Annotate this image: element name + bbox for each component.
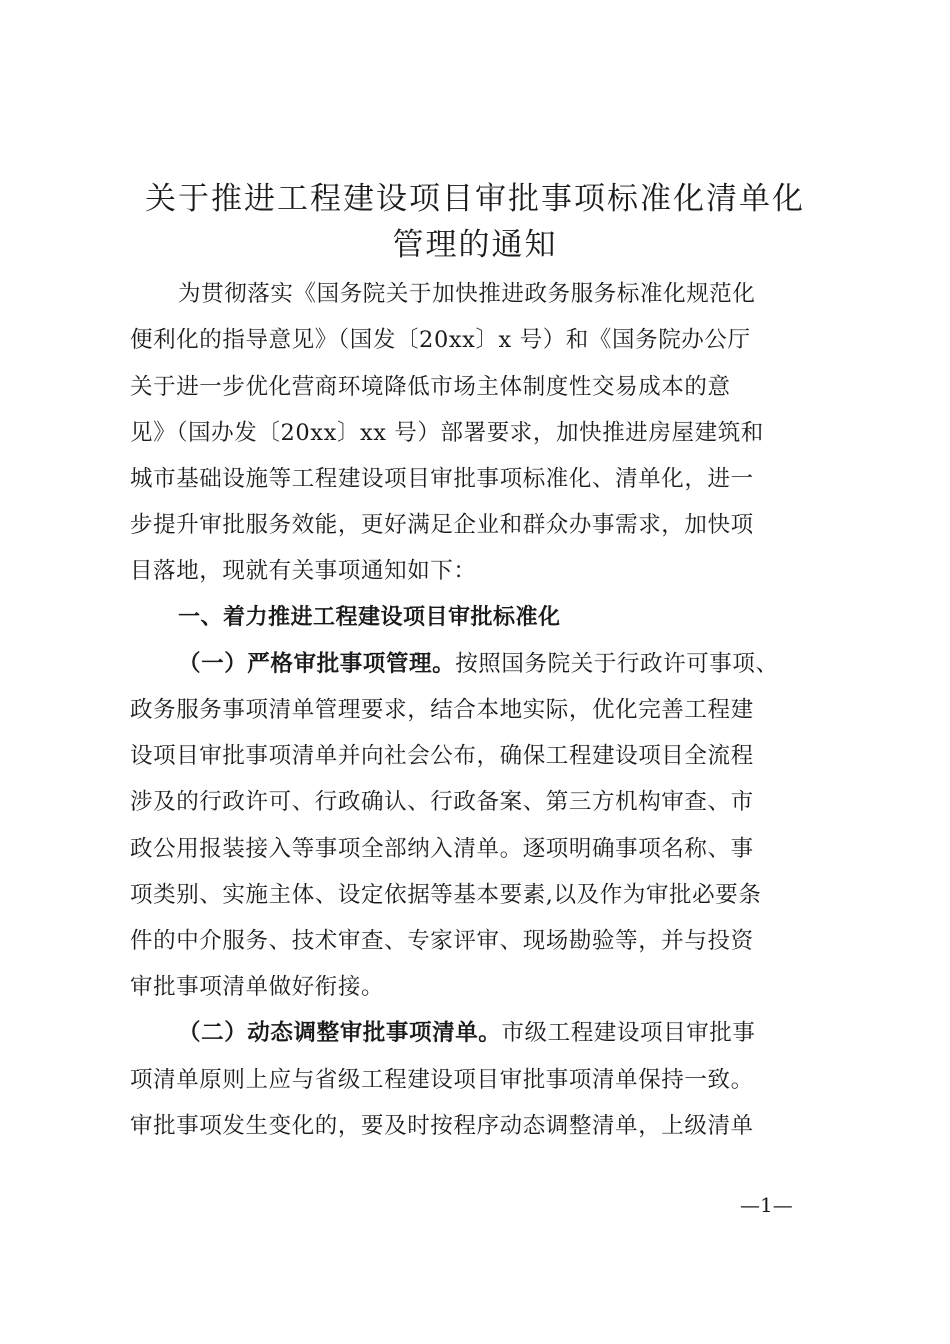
intro-line: 目落地，现就有关事项通知如下：: [130, 558, 477, 584]
item-1-first-rest: 按照国务院关于行政许可事项、: [455, 651, 779, 677]
item-2-first-rest: 市级工程建设项目审批事: [501, 1020, 756, 1046]
item-1-line: 审批事项清单做好衔接。: [130, 974, 385, 1000]
item-1-line: 涉及的行政许可、行政确认、行政备案、第三方机构审查、市: [130, 789, 754, 815]
page-number: —1—: [740, 1193, 793, 1217]
item-2-line: 审批事项发生变化的，要及时按程序动态调整清单，上级清单: [130, 1113, 754, 1139]
item-1-line: 政务服务事项清单管理要求，结合本地实际，优化完善工程建: [130, 697, 754, 723]
item-2-first-line: [178, 1018, 878, 1048]
item-1-line: 政公用报装接入等事项全部纳入清单。逐项明确事项名称、事: [130, 836, 754, 862]
item-2-lead: （二）动态调整审批事项清单。: [178, 1020, 502, 1046]
intro-line: 城市基础设施等工程建设项目审批事项标准化、清单化，进一: [130, 466, 754, 492]
item-1-line: 项类别、实施主体、设定依据等基本要素,以及作为审批必要条: [130, 882, 762, 908]
intro-line: 关于进一步优化营商环境降低市场主体制度性交易成本的意: [130, 374, 731, 400]
intro-line: 见》（国办发〔20xx〕xx 号）部署要求，加快推进房屋建筑和: [130, 420, 764, 446]
item-1-line: 件的中介服务、技术审查、专家评审、现场勘验等，并与投资: [130, 928, 754, 954]
item-2-line: 项清单原则上应与省级工程建设项目审批事项清单保持一致。: [130, 1067, 754, 1093]
document-title-line-2: 管理的通知: [392, 227, 558, 263]
item-1-lead: （一）严格审批事项管理。: [178, 651, 456, 677]
section-heading: 一、着力推进工程建设项目审批标准化: [178, 605, 561, 630]
intro-line: 为贯彻落实《国务院关于加快推进政务服务标准化规范化: [178, 281, 756, 307]
item-1-line: 设项目审批事项清单并向社会公布，确保工程建设项目全流程: [130, 743, 754, 769]
document-title-line-1: 关于推进工程建设项目审批事项标准化清单化: [145, 181, 805, 217]
intro-line: 步提升审批服务效能，更好满足企业和群众办事需求，加快项: [130, 512, 754, 538]
intro-line: 便利化的指导意见》（国发〔20xx〕x 号）和《国务院办公厅: [130, 327, 751, 353]
item-1-first-line: [178, 649, 878, 679]
